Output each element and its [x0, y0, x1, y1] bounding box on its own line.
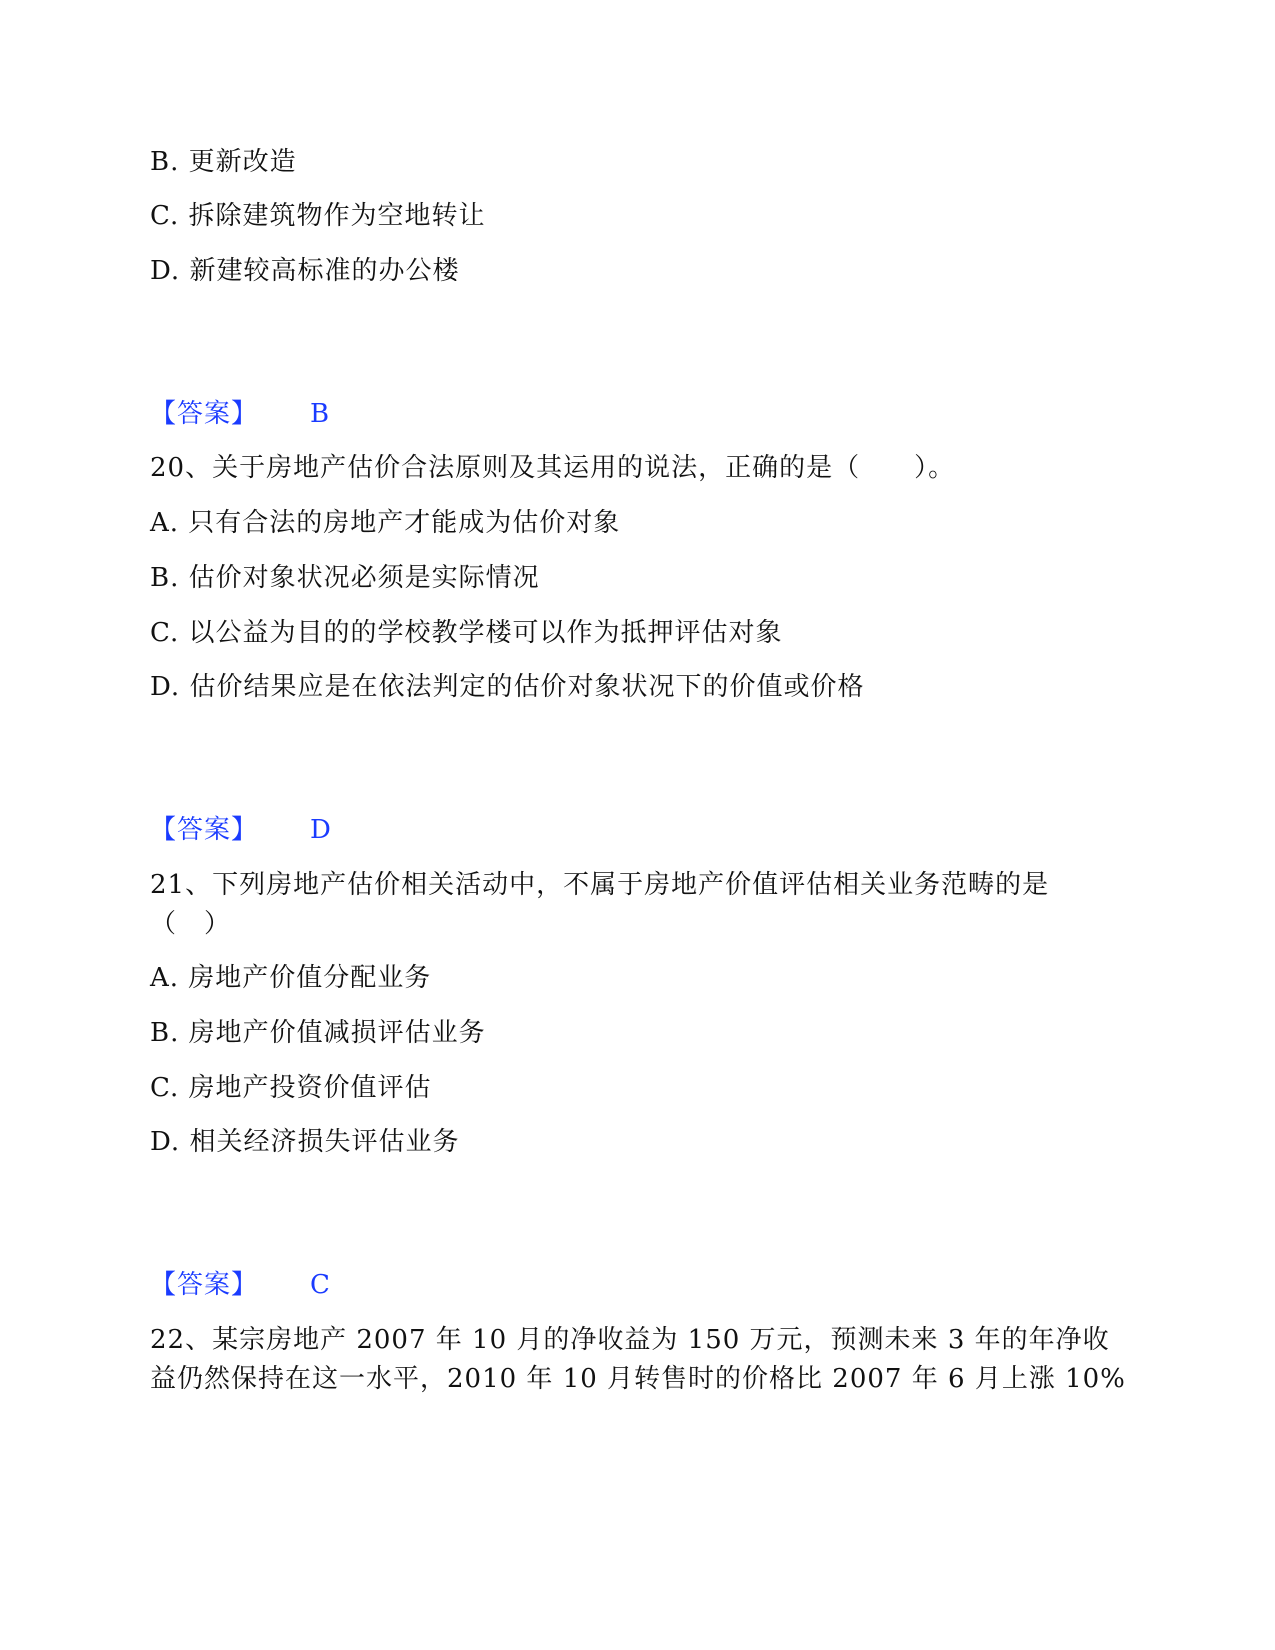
answer-value: C — [310, 1270, 331, 1300]
answer-value: D — [310, 815, 332, 845]
q20-question: 20、关于房地产估价合法原则及其运用的说法，正确的是（ ）。 — [150, 453, 956, 483]
q20-option-c: C. 以公益为目的的学校教学楼可以作为抵押评估对象 — [150, 618, 783, 648]
answer-label: 【答案】 — [150, 815, 259, 845]
q22-question-line1: 22、某宗房地产 2007 年 10 月的净收益为 150 万元，预测未来 3 年的年净收 — [150, 1325, 1110, 1355]
q21-question-line2: （ ） — [150, 909, 232, 939]
q20-option-b: B. 估价对象状况必须是实际情况 — [150, 563, 540, 593]
answer-value: B — [310, 399, 331, 429]
q19-answer — [150, 398, 330, 430]
q19-option-b: B. 更新改造 — [150, 147, 297, 177]
q20-option-a: A. 只有合法的房地产才能成为估价对象 — [150, 508, 621, 538]
q22-question-line2: 益仍然保持在这一水平，2010 年 10 月转售时的价格比 2007 年 6 月上涨 10% — [150, 1364, 1126, 1394]
q21-option-c: C. 房地产投资价值评估 — [150, 1073, 432, 1103]
q19-option-d: D. 新建较高标准的办公楼 — [150, 256, 460, 286]
q21-option-a: A. 房地产价值分配业务 — [150, 963, 432, 993]
q19-option-c: C. 拆除建筑物作为空地转让 — [150, 201, 486, 231]
q20-option-d: D. 估价结果应是在依法判定的估价对象状况下的价值或价格 — [150, 672, 865, 702]
q21-option-b: B. 房地产价值减损评估业务 — [150, 1018, 486, 1048]
q21-option-d: D. 相关经济损失评估业务 — [150, 1127, 460, 1157]
q21-question-line1: 21、下列房地产估价相关活动中，不属于房地产价值评估相关业务范畴的是 — [150, 870, 1050, 900]
answer-label: 【答案】 — [150, 399, 259, 429]
q21-answer — [150, 1269, 331, 1301]
q20-answer — [150, 814, 332, 846]
answer-label: 【答案】 — [150, 1270, 259, 1300]
